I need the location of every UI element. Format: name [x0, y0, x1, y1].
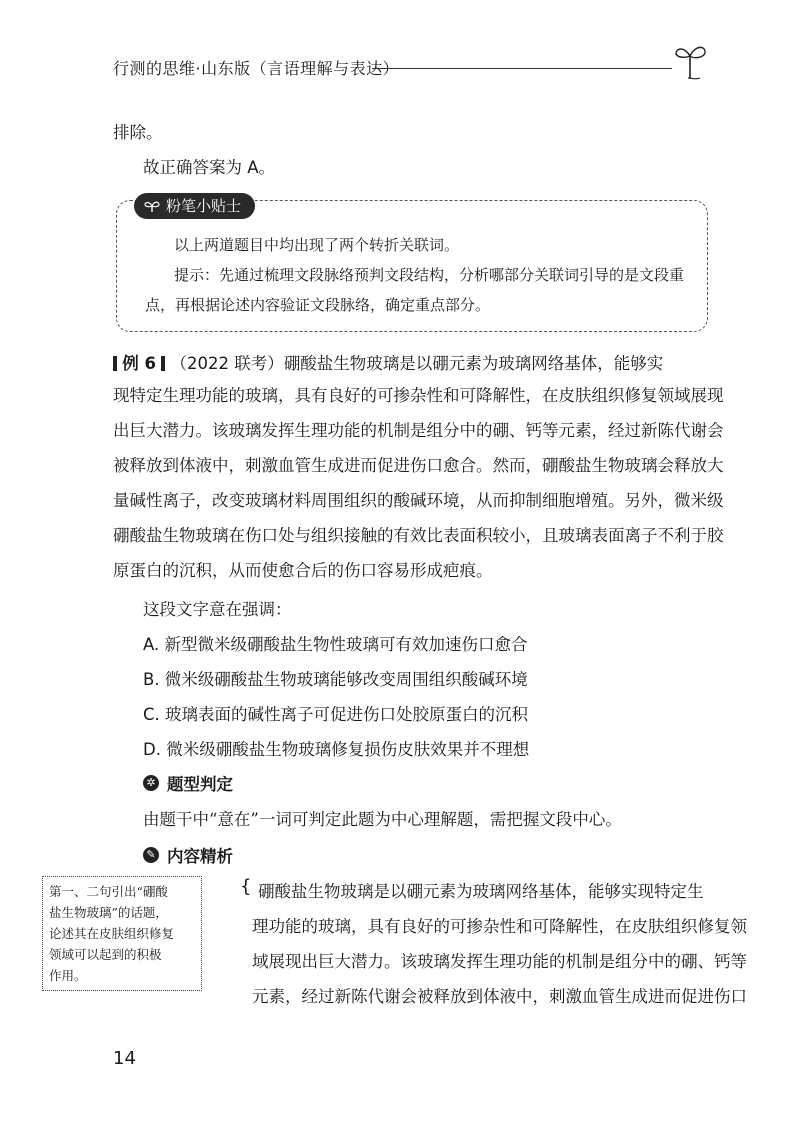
marker-bar-icon: [113, 356, 117, 371]
side-note-line: 第一、二句引出“硼酸: [49, 884, 168, 899]
passage-line: 被释放到体液中，刺激血管生成进而促进伤口愈合。然而，硼酸盐生物玻璃会释放大: [113, 456, 724, 475]
sprout-icon: [144, 199, 160, 213]
type-text: 由题干中“意在”一词可判定此题为中心理解题，需把握文段中心。: [143, 810, 622, 829]
type-heading: [143, 771, 233, 795]
option-a: A. 新型微米级硼酸盐生物性玻璃可有效加速伤口愈合: [143, 635, 528, 654]
passage-line: 出巨大潜力。该玻璃发挥生理功能的机制是组分中的硼、钙等元素，经过新陈代谢会: [113, 421, 724, 440]
analysis-heading-label: 内容精析: [167, 847, 233, 866]
marker-bar-icon: [161, 356, 165, 371]
analysis-line: 理功能的玻璃，具有良好的可掺杂性和可降解性，在皮肤组织修复领: [252, 917, 747, 936]
side-note: [42, 876, 202, 991]
passage-line: 量碱性离子，改变玻璃材料周围组织的酸碱环境，从而抑制细胞增殖。另外，微米级: [113, 491, 724, 510]
passage: [113, 378, 724, 588]
example-label: 例 6: [122, 354, 156, 373]
type-heading-label: 题型判定: [167, 775, 233, 794]
tip-line: 以上两道题目中均出现了两个转折关联词。: [174, 236, 460, 254]
option-b: B. 微米级硼酸盐生物玻璃能够改变周围组织酸碱环境: [143, 670, 528, 689]
option-d: D. 微米级硼酸盐生物玻璃修复损伤皮肤效果并不理想: [143, 740, 530, 759]
header-divider: [372, 68, 672, 69]
tip-badge-label: 粉笔小贴士: [166, 197, 242, 215]
tip-badge: [134, 193, 255, 219]
passage-line: 硼酸盐生物玻璃在伤口处与组织接触的有效比表面积较小，且玻璃表面离子不利于胶: [113, 526, 724, 545]
example-source: （2022 联考）: [170, 354, 284, 373]
answer-line: 故正确答案为 A。: [143, 158, 276, 177]
analysis-heading: [143, 843, 233, 867]
pen-icon: ✎: [143, 847, 159, 863]
analysis-line: 域展现出巨大潜力。该玻璃发挥生理功能的机制是组分中的硼、钙等: [252, 952, 747, 971]
analysis-line: 元素，经过新陈代谢会被释放到体液中，刺激血管生成进而促进伤口: [252, 987, 747, 1006]
side-note-line: 论述其在皮肤组织修复: [49, 926, 175, 941]
passage-line: 硼酸盐生物玻璃是以硼元素为玻璃网络基体，能够实: [283, 354, 664, 373]
gear-icon: ✲: [143, 775, 159, 791]
passage-line: 现特定生理功能的玻璃，具有良好的可掺杂性和可降解性，在皮肤组织修复领域展现: [113, 386, 724, 405]
intro-line: 排除。: [113, 123, 163, 142]
side-note-line: 作用。: [49, 968, 87, 983]
option-c: C. 玻璃表面的碱性离子可促进伤口处胶原蛋白的沉积: [143, 705, 529, 724]
passage-line: 原蛋白的沉积，从而使愈合后的伤口容易形成疤痕。: [113, 561, 493, 580]
example-heading: [113, 350, 663, 374]
side-note-line: 盐生物玻璃”的话题，: [49, 905, 168, 920]
tip-line: 点，再根据论述内容验证文段脉络，确定重点部分。: [145, 296, 491, 314]
bracket-icon: {: [240, 876, 252, 897]
page-number: 14: [113, 1048, 136, 1069]
sprout-icon: [670, 38, 710, 82]
side-note-line: 领域可以起到的积极: [49, 947, 162, 962]
question-stem: 这段文字意在强调：: [143, 600, 292, 619]
analysis-line: 硼酸盐生物玻璃是以硼元素为玻璃网络基体，能够实现特定生: [258, 882, 704, 901]
running-header-title: 行测的思维·山东版（言语理解与表达）: [113, 59, 400, 78]
tip-line: 提示：先通过梳理文段脉络预判文段结构，分析哪部分关联词引导的是文段重: [174, 266, 685, 284]
